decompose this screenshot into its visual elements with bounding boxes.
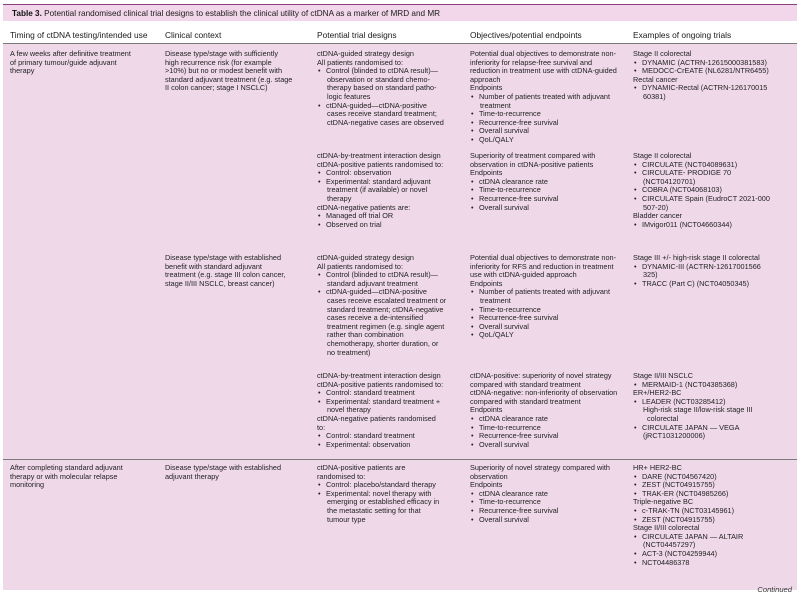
text-line: colorectal xyxy=(647,413,679,423)
text-line: of primary tumour/guide adjuvant xyxy=(10,57,117,67)
text-line: ctDNA-by-treatment interaction design xyxy=(317,151,441,160)
text-line: use with ctDNA-guided approach xyxy=(470,270,577,280)
bullet-line: • Overall survival xyxy=(470,516,630,525)
text-line: observation xyxy=(470,471,508,481)
header-objectives: Objectives/potential endpoints xyxy=(470,30,582,40)
bullet-line: • DYNAMIC-III (ACTRN-12617001566 xyxy=(633,263,795,272)
row1-trials-cell xyxy=(633,50,795,102)
bullet-line: • Time-to-recurrence xyxy=(470,306,630,315)
row1b-objectives-cell xyxy=(470,152,630,212)
trial-designs-table xyxy=(3,28,797,590)
text-line: rather than combination xyxy=(327,330,404,340)
bullet-line: • CIRCULATE JAPAN — VEGA xyxy=(633,424,795,433)
bullet-line: • Recurrence-free survival xyxy=(470,195,630,204)
text-line: Endpoints xyxy=(470,405,503,415)
row1-context-cell xyxy=(165,50,315,93)
bullet-line: • CIRCULATE- PRODIGE 70 xyxy=(633,169,795,178)
text-line: ctDNA-by-treatment interaction design xyxy=(317,371,441,380)
text-line: Stage II/III NSCLC xyxy=(633,371,694,380)
bullet-line: • ctDNA-guided—ctDNA-positive xyxy=(317,288,467,297)
text-line: randomised to: xyxy=(317,471,366,481)
row2-context-cell xyxy=(165,254,315,288)
text-line: logic features xyxy=(327,91,371,101)
row3-timing-cell xyxy=(10,464,160,490)
text-line: (NCT04120701) xyxy=(643,176,696,186)
text-line: Endpoints xyxy=(470,83,503,93)
text-line: therapy based on standard patho- xyxy=(327,83,437,93)
text-line: ctDNA-negative: non-inferiority of observation xyxy=(470,388,618,398)
text-line: A few weeks after definitive treatment xyxy=(10,49,131,58)
text-line: Potential dual objectives to demonstrate non- xyxy=(470,253,617,262)
bullet-line: • Recurrence-free survival xyxy=(470,314,630,323)
text-line: ctDNA-guided strategy design xyxy=(317,49,414,58)
text-line: Endpoints xyxy=(470,278,503,288)
text-line: ctDNA-positive: superiority of novel strategy xyxy=(470,371,612,380)
bullet-line: • ACT-3 (NCT04259944) xyxy=(633,550,795,559)
text-line: Disease type/stage with established xyxy=(165,463,282,472)
row1b-designs-cell xyxy=(317,152,467,229)
bullet-line: • CIRCULATE Spain (EudroCT 2021-000 xyxy=(633,195,795,204)
text-line: standard treatment; ctDNA-negative xyxy=(327,304,444,314)
text-line: Endpoints xyxy=(470,168,503,178)
row2b-objectives-cell xyxy=(470,372,630,449)
text-line: (NCT04457297) xyxy=(643,540,696,550)
bullet-line: • Control: observation xyxy=(317,169,467,178)
text-line: therapy xyxy=(10,66,35,76)
bullet-line: • IMvigor011 (NCT04660344) xyxy=(633,221,795,230)
text-line: monitoring xyxy=(10,480,45,490)
row1-objectives-cell xyxy=(470,50,630,145)
text-line: inferiority for relapse-free survival and xyxy=(470,57,593,67)
text-line: ctDNA-guided strategy design xyxy=(317,253,414,262)
row1b-trials-cell xyxy=(633,152,795,229)
text-line: Disease type/stage with sufficiently xyxy=(165,49,279,58)
bullet-line: • Managed off trial OR xyxy=(317,212,467,221)
bullet-line: • ctDNA clearance rate xyxy=(470,415,630,424)
row-divider xyxy=(3,459,797,460)
bullet-line: • Experimental: standard adjuvant xyxy=(317,178,467,187)
bullet-line: • Control: standard treatment xyxy=(317,389,467,398)
text-line: approach xyxy=(470,74,501,84)
text-line: compared with standard treatment xyxy=(470,396,581,406)
text-line: >10%) but no or modest benefit with xyxy=(165,66,283,76)
text-line: no treatment) xyxy=(327,347,371,357)
text-line: inferiority for RFS and reduction in treatment xyxy=(470,261,614,271)
bullet-line: • TRAK-ER (NCT04985266) xyxy=(633,490,795,499)
text-line: the metastatic setting for that xyxy=(327,505,421,515)
bullet-line: • Control: standard treatment xyxy=(317,432,467,441)
continued-label: Continued xyxy=(757,585,792,594)
text-line: Potential dual objectives to demonstrate non- xyxy=(470,49,617,58)
text-line: Stage II colorectal xyxy=(633,151,692,160)
bullet-line: • Number of patients treated with adjuvant xyxy=(470,288,630,297)
text-line: All patients randomised to: xyxy=(317,261,403,271)
bullet-line: • DYNAMIC (ACTRN-12615000381583) xyxy=(633,59,795,68)
text-line: 325) xyxy=(643,270,658,280)
text-line: Stage II/III colorectal xyxy=(633,523,700,533)
text-line: compared with standard treatment xyxy=(470,379,581,389)
bullet-line: • c-TRAK-TN (NCT03145961) xyxy=(633,507,795,516)
bullet-line: • MERMAID-1 (NCT04385368) xyxy=(633,381,795,390)
bullet-line: • Recurrence-free survival xyxy=(470,507,630,516)
text-line: Rectal cancer xyxy=(633,74,678,84)
text-line: treatment xyxy=(480,100,511,110)
table-title-text: Potential randomised clinical trial designs to establish the clinical utility of ctDNA as a marker of MRD and MR xyxy=(44,9,441,18)
bullet-line: • QoL/QALY xyxy=(470,136,630,145)
text-line: (jRCT1031200006) xyxy=(643,431,706,441)
text-line: Triple-negative BC xyxy=(633,497,694,507)
text-line: high recurrence risk (for example xyxy=(165,57,272,67)
text-line: standard adjuvant treatment xyxy=(327,278,418,288)
text-line: therapy xyxy=(327,193,352,203)
row2-designs-cell xyxy=(317,254,467,357)
bullet-line: • Overall survival xyxy=(470,127,630,136)
text-line: Stage III +/- high-risk stage II colorectal xyxy=(633,253,760,262)
bullet-line: • Overall survival xyxy=(470,204,630,213)
text-line: HR+ HER2-BC xyxy=(633,463,682,472)
row3-trials-cell xyxy=(633,464,795,567)
text-line: ctDNA-negative cases are observed xyxy=(327,117,444,127)
text-line: ctDNA-negative patients are: xyxy=(317,202,411,212)
bullet-line: • MEDOCC-CrEATE (NL6281/NTR6455) xyxy=(633,67,795,76)
bullet-line: • Time-to-recurrence xyxy=(470,110,630,119)
bullet-line: • Experimental: standard treatment + xyxy=(317,398,467,407)
text-line: Disease type/stage with established xyxy=(165,253,282,262)
bullet-line: • Control: placebo/standard therapy xyxy=(317,481,467,490)
text-line: therapy or with molecular relapse xyxy=(10,471,118,481)
bullet-line: • CIRCULATE JAPAN — ALTAIR xyxy=(633,533,795,542)
bullet-line: • Time-to-recurrence xyxy=(470,186,630,195)
text-line: treatment (if available) or novel xyxy=(327,185,428,195)
bullet-line: • COBRA (NCT04068103) xyxy=(633,186,795,195)
text-line: Stage II colorectal xyxy=(633,49,692,58)
row3-context-cell xyxy=(165,464,315,481)
text-line: Bladder cancer xyxy=(633,211,683,221)
table-label: Table 3. xyxy=(12,9,42,18)
text-line: After completing standard adjuvant xyxy=(10,463,123,472)
row1-designs-cell xyxy=(317,50,467,127)
header-context: Clinical context xyxy=(165,30,222,40)
bullet-line: • LEADER (NCT03285412) xyxy=(633,398,795,407)
bullet-line: • QoL/QALY xyxy=(470,331,630,340)
bullet-line: • Observed on trial xyxy=(317,221,467,230)
text-line: Endpoints xyxy=(470,480,503,490)
bullet-line: • Experimental: observation xyxy=(317,441,467,450)
table-caption xyxy=(3,4,797,21)
bullet-line: • ctDNA clearance rate xyxy=(470,490,630,499)
text-line: observation or standard chemo- xyxy=(327,74,431,84)
text-line: Superiority of treatment compared with xyxy=(470,151,596,160)
row1-timing-cell xyxy=(10,50,160,76)
bullet-line: • Control (blinded to ctDNA result)— xyxy=(317,271,467,280)
bullet-line: • ZEST (NCT04915755) xyxy=(633,481,795,490)
bullet-line: • DYNAMIC-Rectal (ACTRN-126170015 xyxy=(633,84,795,93)
bullet-line: • TRACC (Part C) (NCT04050345) xyxy=(633,280,795,289)
header-timing: Timing of ctDNA testing/intended use xyxy=(10,30,148,40)
bullet-line: • Overall survival xyxy=(470,441,630,450)
text-line: chemotherapy, shorter duration, or xyxy=(327,338,439,348)
text-line: cases receive a de-intensified xyxy=(327,313,424,323)
row2b-designs-cell xyxy=(317,372,467,449)
text-line: cases receive standard treatment; xyxy=(327,109,437,119)
bullet-line: • ctDNA clearance rate xyxy=(470,178,630,187)
bullet-line: • Control (blinded to ctDNA result)— xyxy=(317,67,467,76)
text-line: High-risk stage II/low-risk stage III xyxy=(643,405,753,415)
row2-trials-cell xyxy=(633,254,795,288)
text-line: stage II/III NSCLC, breast cancer) xyxy=(165,278,275,288)
bullet-line: • Number of patients treated with adjuvant xyxy=(470,93,630,102)
bullet-line: • CIRCULATE (NCT04089631) xyxy=(633,161,795,170)
text-line: observation in ctDNA-positive patients xyxy=(470,159,594,169)
text-line: treatment (e.g. stage III colon cancer, xyxy=(165,270,286,280)
bullet-line: • Recurrence-free survival xyxy=(470,432,630,441)
bullet-line: • Time-to-recurrence xyxy=(470,424,630,433)
row3-designs-cell xyxy=(317,464,467,524)
row2b-trials-cell xyxy=(633,372,795,441)
text-line: to: xyxy=(317,422,326,432)
text-line: treatment xyxy=(480,295,511,305)
text-line: novel therapy xyxy=(327,405,371,415)
text-line: reduction in treatment use with ctDNA-guided xyxy=(470,66,617,76)
text-line: Superiority of novel strategy compared with xyxy=(470,463,610,472)
bullet-line: • Experimental: novel therapy with xyxy=(317,490,467,499)
header-designs: Potential trial designs xyxy=(317,30,397,40)
text-line: ctDNA-positive patients are xyxy=(317,463,406,472)
text-line: cases receive escalated treatment or xyxy=(327,295,447,305)
row3-objectives-cell xyxy=(470,464,630,524)
bullet-line: • Recurrence-free survival xyxy=(470,119,630,128)
text-line: treatment regimen (e.g. single agent xyxy=(327,321,445,331)
header-trials: Examples of ongoing trials xyxy=(633,30,732,40)
text-line: ER+/HER2-BC xyxy=(633,388,682,398)
text-line: ctDNA-positive patients randomised to: xyxy=(317,159,444,169)
bullet-line: • DARE (NCT04567420) xyxy=(633,473,795,482)
bullet-line: • Time-to-recurrence xyxy=(470,498,630,507)
text-line: adjuvant therapy xyxy=(165,471,219,481)
bullet-line: • ctDNA-guided—ctDNA-positive xyxy=(317,102,467,111)
text-line: ctDNA-negative patients randomised xyxy=(317,413,436,423)
text-line: All patients randomised to: xyxy=(317,57,403,67)
text-line: emerging or established efficacy in xyxy=(327,497,440,507)
text-line: benefit with standard adjuvant xyxy=(165,261,262,271)
text-line: II colon cancer; stage I NSCLC) xyxy=(165,83,268,93)
text-line: 507-20) xyxy=(643,202,669,212)
text-line: standard adjuvant treatment (e.g. stage xyxy=(165,74,293,84)
bullet-line: • NCT04486378 xyxy=(633,559,795,568)
table-header-row xyxy=(3,28,797,44)
bullet-line: • Overall survival xyxy=(470,323,630,332)
text-line: 60381) xyxy=(643,91,666,101)
text-line: ctDNA-positive patients randomised to: xyxy=(317,379,444,389)
row2-objectives-cell xyxy=(470,254,630,340)
text-line: tumour type xyxy=(327,514,366,524)
bullet-line: • ZEST (NCT04915755) xyxy=(633,516,795,525)
